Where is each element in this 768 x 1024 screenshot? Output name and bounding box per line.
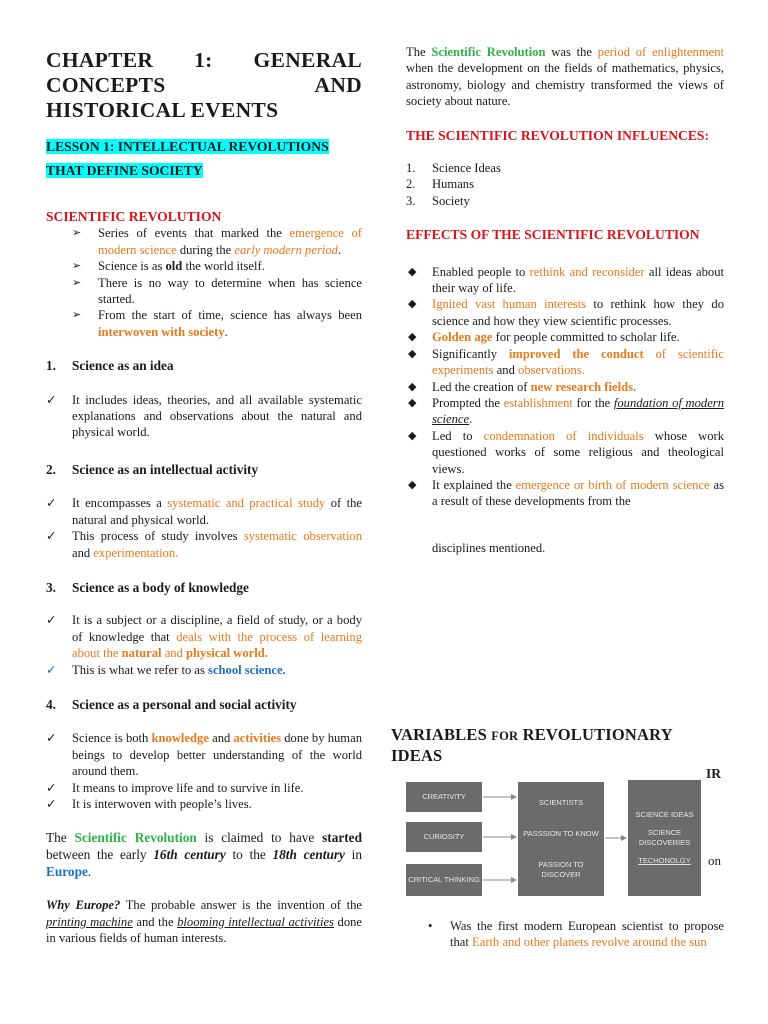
started-paragraph: The Scientific Revolution is claimed to have started between the early 16th century to the 18th century in Europe.	[46, 830, 362, 880]
list-item: ✓ It includes ideas, theories, and all available systematic explanations and observations about the natural and physical world.	[46, 392, 362, 440]
list-item: ◆ Led to condemnation of individuals whose work questioned works of some religious and theological views.	[408, 428, 724, 476]
bottom-bullet: • Was the first modern European scientist to propose that Earth and other planets revolve around the sun	[428, 919, 724, 950]
chapter-title-line-2: CONCEPTS AND	[46, 73, 362, 97]
diagram-input-box: CURIOSITY	[406, 822, 482, 852]
bullet-dot-icon: •	[428, 919, 433, 933]
checkmark-icon: ✓	[46, 796, 57, 811]
list-item: ➢ From the start of time, science has always been interwoven with society.	[72, 308, 362, 339]
diamond-bullet-icon: ◆	[408, 478, 417, 491]
why-europe-paragraph: Why Europe? The probable answer is the invention of the printing machine and the blooming intellectual activities done in various fields of human interests.	[46, 898, 363, 946]
arrow-bullet-icon: ➢	[72, 260, 82, 273]
ir-text: IR	[706, 766, 722, 781]
checkmark-icon: ✓	[46, 496, 57, 511]
chapter-title-line-1: CHAPTER 1: GENERAL	[46, 48, 362, 72]
section-2-heading: 2. Science as an intellectual activity	[46, 461, 259, 477]
influence-item: 3. Society	[406, 193, 470, 208]
variables-title: VARIABLES FOR REVOLUTIONARY IDEAS	[391, 725, 673, 765]
checkmark-icon: ✓	[46, 662, 57, 677]
list-item: ✓ It is interwoven with people’s lives.	[46, 796, 252, 811]
section-4-heading: 4. Science as a personal and social activity	[46, 696, 297, 712]
list-item: ◆ Golden age for people committed to scholar life.	[408, 330, 680, 345]
diamond-bullet-icon: ◆	[408, 396, 417, 409]
arrow-bullet-icon: ➢	[72, 276, 82, 289]
list-item: ✓ Science is both knowledge and activities done by human beings to develop better understanding of the world around them.	[46, 731, 362, 779]
checkmark-icon: ✓	[46, 780, 57, 795]
diamond-bullet-icon: ◆	[408, 380, 417, 393]
checkmark-icon: ✓	[46, 731, 57, 746]
influence-item: 1. Science Ideas	[406, 161, 501, 176]
checkmark-icon: ✓	[46, 529, 57, 544]
list-item: ➢ Series of events that marked the emergence of modern science during the early modern period.	[72, 226, 362, 257]
list-item: ✓ It means to improve life and to survive in life.	[46, 780, 304, 795]
checkmark-icon: ✓	[46, 613, 57, 628]
list-item: ✓ It is a subject or a discipline, a field of study, or a body of knowledge that deals with the process of learning about the natural and physical world.	[46, 613, 362, 661]
diamond-bullet-icon: ◆	[408, 298, 417, 311]
list-item: ➢ There is no way to determine when has science started.	[72, 275, 362, 307]
list-item: ✓ It encompasses a systematic and practical study of the natural and physical world.	[46, 496, 362, 527]
chapter-title-line-3: HISTORICAL EVENTS	[46, 98, 279, 122]
list-item: ◆ Significantly improved the conduct of scientific experiments and observations.	[408, 346, 724, 378]
arrow-bullet-icon: ➢	[72, 309, 82, 322]
intro-paragraph: The Scientific Revolution was the period of enlightenment when the development on the fields of mathematics, physics, astronomy, biology and chemistry transformed the views of society about nature.	[406, 45, 724, 109]
lesson-heading-line-2: THAT DEFINE SOCIETY	[46, 163, 203, 178]
diagram-input-box: CRITICAL THINKING	[406, 864, 482, 896]
checkmark-icon: ✓	[46, 392, 57, 407]
list-item: ◆ It explained the emergence or birth of modern science as a result of these developments from the	[408, 477, 724, 509]
diagram-middle-box: SCIENTISTS PASSSION TO KNOW PASSION TO DISCOVER	[518, 782, 604, 896]
diagram-output-box: SCIENCE IDEAS SCIENCE DISCOVERIES TECHONOLGY	[628, 780, 701, 896]
diamond-bullet-icon: ◆	[408, 429, 417, 442]
scientific-revolution-heading: SCIENTIFIC REVOLUTION	[46, 209, 222, 224]
list-item: ◆ Ignited vast human interests to rethink how they do science and how they view scientific processes.	[408, 297, 724, 328]
disciplines-text: disciplines mentioned.	[432, 540, 546, 555]
arrow-bullet-icon: ➢	[72, 227, 82, 240]
diamond-bullet-icon: ◆	[408, 331, 417, 344]
list-item: ◆ Prompted the establishment for the foundation of modern science.	[408, 395, 725, 427]
diagram-input-box: CREATIVITY	[406, 782, 482, 812]
list-item: ➢ Science is as old the world itself.	[72, 259, 265, 274]
diamond-bullet-icon: ◆	[408, 347, 417, 360]
section-1-heading: 1. Science as an idea	[46, 358, 174, 374]
effects-heading: EFFECTS OF THE SCIENTIFIC REVOLUTION	[406, 227, 700, 243]
influences-heading: THE SCIENTIFIC REVOLUTION INFLUENCES:	[406, 127, 710, 143]
list-item: ✓ This is what we refer to as school science.	[46, 662, 286, 677]
lesson-heading-line-1: LESSON 1: INTELLECTUAL REVOLUTIONS	[46, 139, 329, 154]
list-item: ✓ This process of study involves systematic observation and experimentation.	[46, 529, 362, 560]
on-text: on	[708, 853, 721, 868]
list-item: ◆ Enabled people to rethink and reconsider all ideas about their way of life.	[408, 264, 724, 296]
list-item: ◆ Led the creation of new research fields.	[408, 379, 637, 394]
section-3-heading: 3. Science as a body of knowledge	[46, 579, 249, 595]
influence-item: 2. Humans	[406, 177, 474, 192]
diamond-bullet-icon: ◆	[408, 265, 417, 278]
